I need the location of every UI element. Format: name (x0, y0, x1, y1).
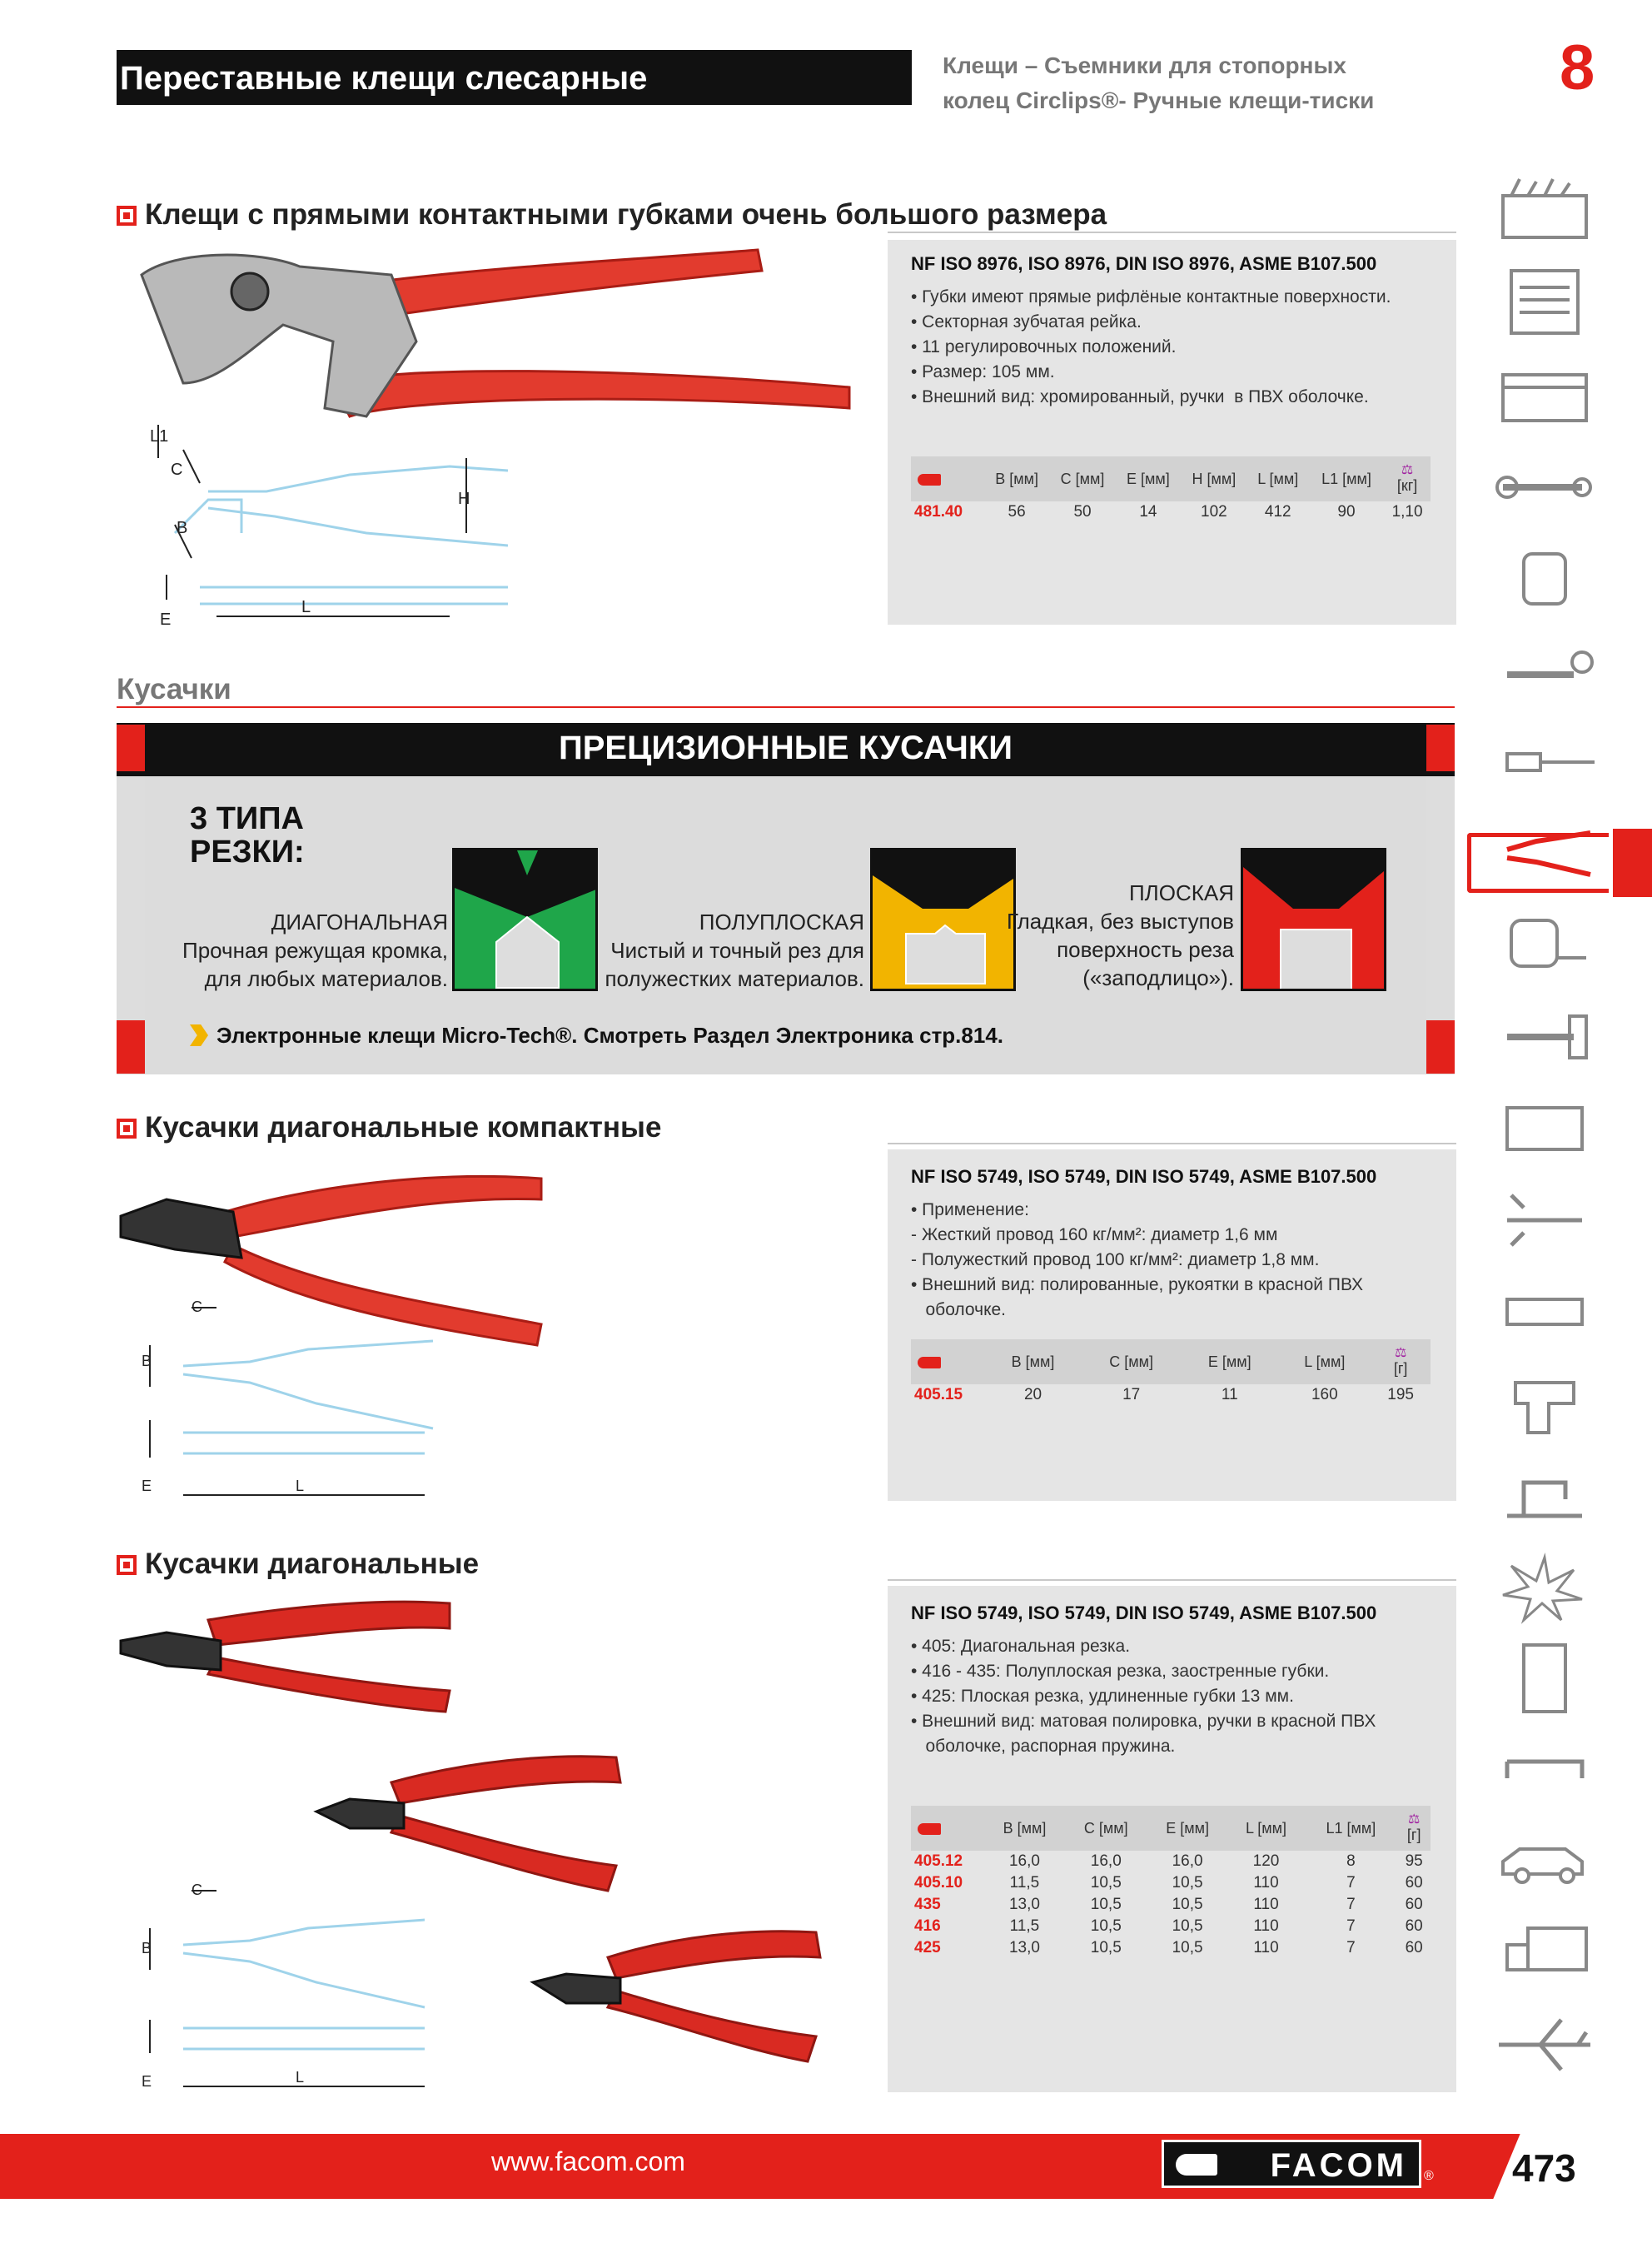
cut-types-line2: РЕЗКИ: (190, 835, 305, 870)
header-subtitle-line2: колец Circlips®- Ручные клещи-тиски (943, 87, 1375, 113)
truck-icon[interactable] (1490, 1916, 1599, 1991)
ratchet-icon[interactable] (1490, 633, 1599, 708)
cut-types-heading (190, 802, 305, 869)
kusachki-divider (117, 706, 1455, 708)
section3-cutters-image (117, 1595, 849, 2095)
table-row: 405.10 11,5 10,5 10,5 110 7 60 (914, 1874, 1423, 1892)
facom-logo-icon (1176, 2154, 1217, 2176)
svg-text:E: E (142, 2073, 152, 2090)
dim-c-label: C (171, 461, 183, 479)
section2-divider (888, 1143, 1456, 1144)
col-b: B [мм] (984, 456, 1049, 501)
hammer-icon[interactable] (1490, 999, 1599, 1074)
col-weight: ⚖ [кг] (1384, 456, 1431, 501)
section3-title: Кусачки диагональные (117, 1548, 479, 1581)
table-row: 435 13,0 10,5 10,5 110 7 60 (914, 1896, 1423, 1913)
section2-bullets: • Применение: - Жесткий провод 160 кг/мм²: диаметр 1,6 мм - Полужесткий провод 100 кг/мм²: диаметр 1,8 мм. • Внешний вид: полированные, рукоятки в красной ПВХ оболочке. (911, 1200, 1364, 1319)
dim-h-label: H (458, 490, 470, 508)
vise-icon[interactable] (1490, 1458, 1599, 1533)
dim-e-label: E (160, 611, 172, 629)
svg-text:E: E (142, 1478, 152, 1494)
svg-text:B: B (142, 1940, 152, 1956)
impact-wrench-icon[interactable] (1490, 1366, 1599, 1441)
section1-standards: NF ISO 8976, ISO 8976, DIN ISO 8976, ASME B107.500 (911, 253, 1377, 274)
section2-title: Кусачки диагональные компактные (117, 1111, 661, 1144)
tool-tray-icon[interactable] (1490, 358, 1599, 433)
section3-spec-table (911, 1806, 1431, 1959)
svg-text:B: B (142, 1353, 152, 1369)
table-row: 425 13,0 10,5 10,5 110 7 60 (914, 1939, 1423, 1956)
reference-arrow-icon (918, 1823, 941, 1835)
banner-heading: ПРЕЦИЗИОННЫЕ КУСАЧКИ (117, 723, 1455, 776)
dim-l1-label: L1 (150, 427, 169, 446)
car-icon[interactable] (1490, 1824, 1599, 1899)
section2-cutters-image (117, 1162, 583, 1508)
col-l1: L1 [мм] (1309, 456, 1384, 501)
spec-table-header: B [мм] C [мм] E [мм] L [мм] L1 [мм] ⚖ [г] (911, 1806, 1431, 1851)
section1-pliers-image (117, 242, 866, 637)
banner-corner-bl (117, 1020, 145, 1074)
col-c: C [мм] (1049, 456, 1116, 501)
svg-text:L: L (296, 2069, 305, 2086)
semi-flat-cut-icon (870, 848, 1016, 991)
section1-title-text: Клещи с прямыми контактными губками очень большого размера (145, 198, 1107, 231)
chapter-number: 8 (1560, 32, 1595, 103)
hacksaw-icon[interactable] (1490, 1091, 1599, 1166)
socket-icon[interactable] (1490, 541, 1599, 616)
svg-text:L: L (296, 1478, 305, 1494)
page-title: Переставные клещи слесарные (117, 50, 912, 105)
wrench-icon[interactable] (1490, 450, 1599, 525)
section3-divider (888, 1579, 1456, 1581)
col-h: H [мм] (1181, 456, 1247, 501)
tool-box-icon[interactable] (1490, 175, 1599, 250)
flat-cut-label: ПЛОСКАЯ Гладкая, без выступов поверхность реза («заподлицо»). (1006, 880, 1234, 990)
header-subtitle (943, 48, 1374, 118)
weight-scale-icon: ⚖ (1394, 1345, 1407, 1360)
bar-icon[interactable] (1490, 1732, 1599, 1807)
flat-cut-icon (1241, 848, 1386, 991)
tester-icon[interactable] (1490, 1274, 1599, 1349)
chevron-right-icon (190, 1024, 208, 1046)
tool-cabinet-icon[interactable] (1490, 267, 1599, 341)
micro-tech-note[interactable] (190, 1023, 1003, 1049)
reference-arrow-icon (918, 1357, 941, 1368)
tape-measure-icon[interactable] (1490, 908, 1599, 983)
cut-types-line1: 3 ТИПА (190, 801, 304, 836)
header-subtitle-line1: Клещи – Съемники для стопорных (943, 52, 1346, 78)
puller-icon[interactable] (1490, 1183, 1599, 1258)
semi-flat-cut-label: ПОЛУПЛОСКАЯ Чистый и точный рез для полужестких материалов. (605, 910, 864, 991)
pliers-icon[interactable] (1490, 816, 1599, 891)
spec-table-header (911, 456, 1431, 501)
col-e: E [мм] (1116, 456, 1181, 501)
table-row: 405.15 20 17 11 160 195 (914, 1386, 1414, 1403)
section2-spec-table (911, 1339, 1431, 1406)
table-row: 416 11,5 10,5 10,5 110 7 60 (914, 1917, 1423, 1935)
footer-url[interactable]: www.facom.com (491, 2146, 685, 2176)
section1-bullets: • Губки имеют прямые рифлёные контактные поверхности. • Секторная зубчатая рейка. • 11 регулировочных положений. • Размер: 105 мм. • Внешний вид: хромированный, ручки в ПВХ оболочке. (911, 287, 1391, 406)
dim-l-label: L (301, 598, 311, 616)
sidebar-active-tab (1613, 829, 1652, 897)
section3-bullets: • 405: Диагональная резка. • 416 - 435: Полуплоская резка, заостренные губки. • 425: Плоская резка, удлиненные губки 13 мм. • Внешний вид: матовая полировка, ручки в красной ПВХ оболочке, распорная пружина. (911, 1637, 1376, 1756)
bullet-square-icon (117, 206, 137, 226)
weight-scale-icon: ⚖ (1408, 1812, 1421, 1827)
spark-icon[interactable] (1490, 1549, 1599, 1624)
svg-text:C: C (192, 1882, 202, 1898)
table-row: 481.40 56 50 14 102 412 90 1,10 (914, 503, 1423, 521)
banner-corner-tr (1426, 725, 1455, 771)
reference-arrow-icon (918, 474, 941, 486)
diagonal-cut-icon (452, 848, 598, 991)
weight-scale-icon: ⚖ (1401, 462, 1414, 477)
diagonal-cut-label: ДИАГОНАЛЬНАЯ Прочная режущая кромка, для любых материалов. (182, 910, 448, 991)
page-number: 473 (1512, 2146, 1576, 2190)
registered-mark: ® (1424, 2169, 1434, 2183)
plane-icon[interactable] (1490, 2007, 1599, 2082)
section1-title (117, 198, 1107, 232)
section1-spec-table (911, 456, 1431, 523)
micro-tech-note-text: Электронные клещи Micro-Tech®. Смотреть Раздел Электроника стр.814. (216, 1023, 1004, 1048)
banner-corner-tl (117, 725, 145, 771)
col-l: L [мм] (1247, 456, 1309, 501)
banner-corner-br (1426, 1020, 1455, 1074)
dim-b-label: B (177, 519, 188, 537)
kusachki-heading: Кусачки (117, 673, 231, 705)
circuit-breaker-icon[interactable] (1490, 1641, 1599, 1716)
section3-standards: NF ISO 5749, ISO 5749, DIN ISO 5749, ASME B107.500 (911, 1602, 1377, 1623)
spec-table-header: B [мм] C [мм] E [мм] L [мм] ⚖ [г] (911, 1339, 1431, 1384)
screwdriver-icon[interactable] (1490, 725, 1599, 800)
table-row: 405.12 16,0 16,0 16,0 120 8 95 (914, 1852, 1423, 1870)
section2-standards: NF ISO 5749, ISO 5749, DIN ISO 5749, ASME B107.500 (911, 1166, 1377, 1187)
svg-text:C: C (192, 1298, 202, 1315)
bullet-square-icon (117, 1119, 137, 1139)
facom-logo: FACOM (1162, 2140, 1421, 2188)
bullet-square-icon (117, 1555, 137, 1575)
section1-divider (888, 232, 1456, 233)
